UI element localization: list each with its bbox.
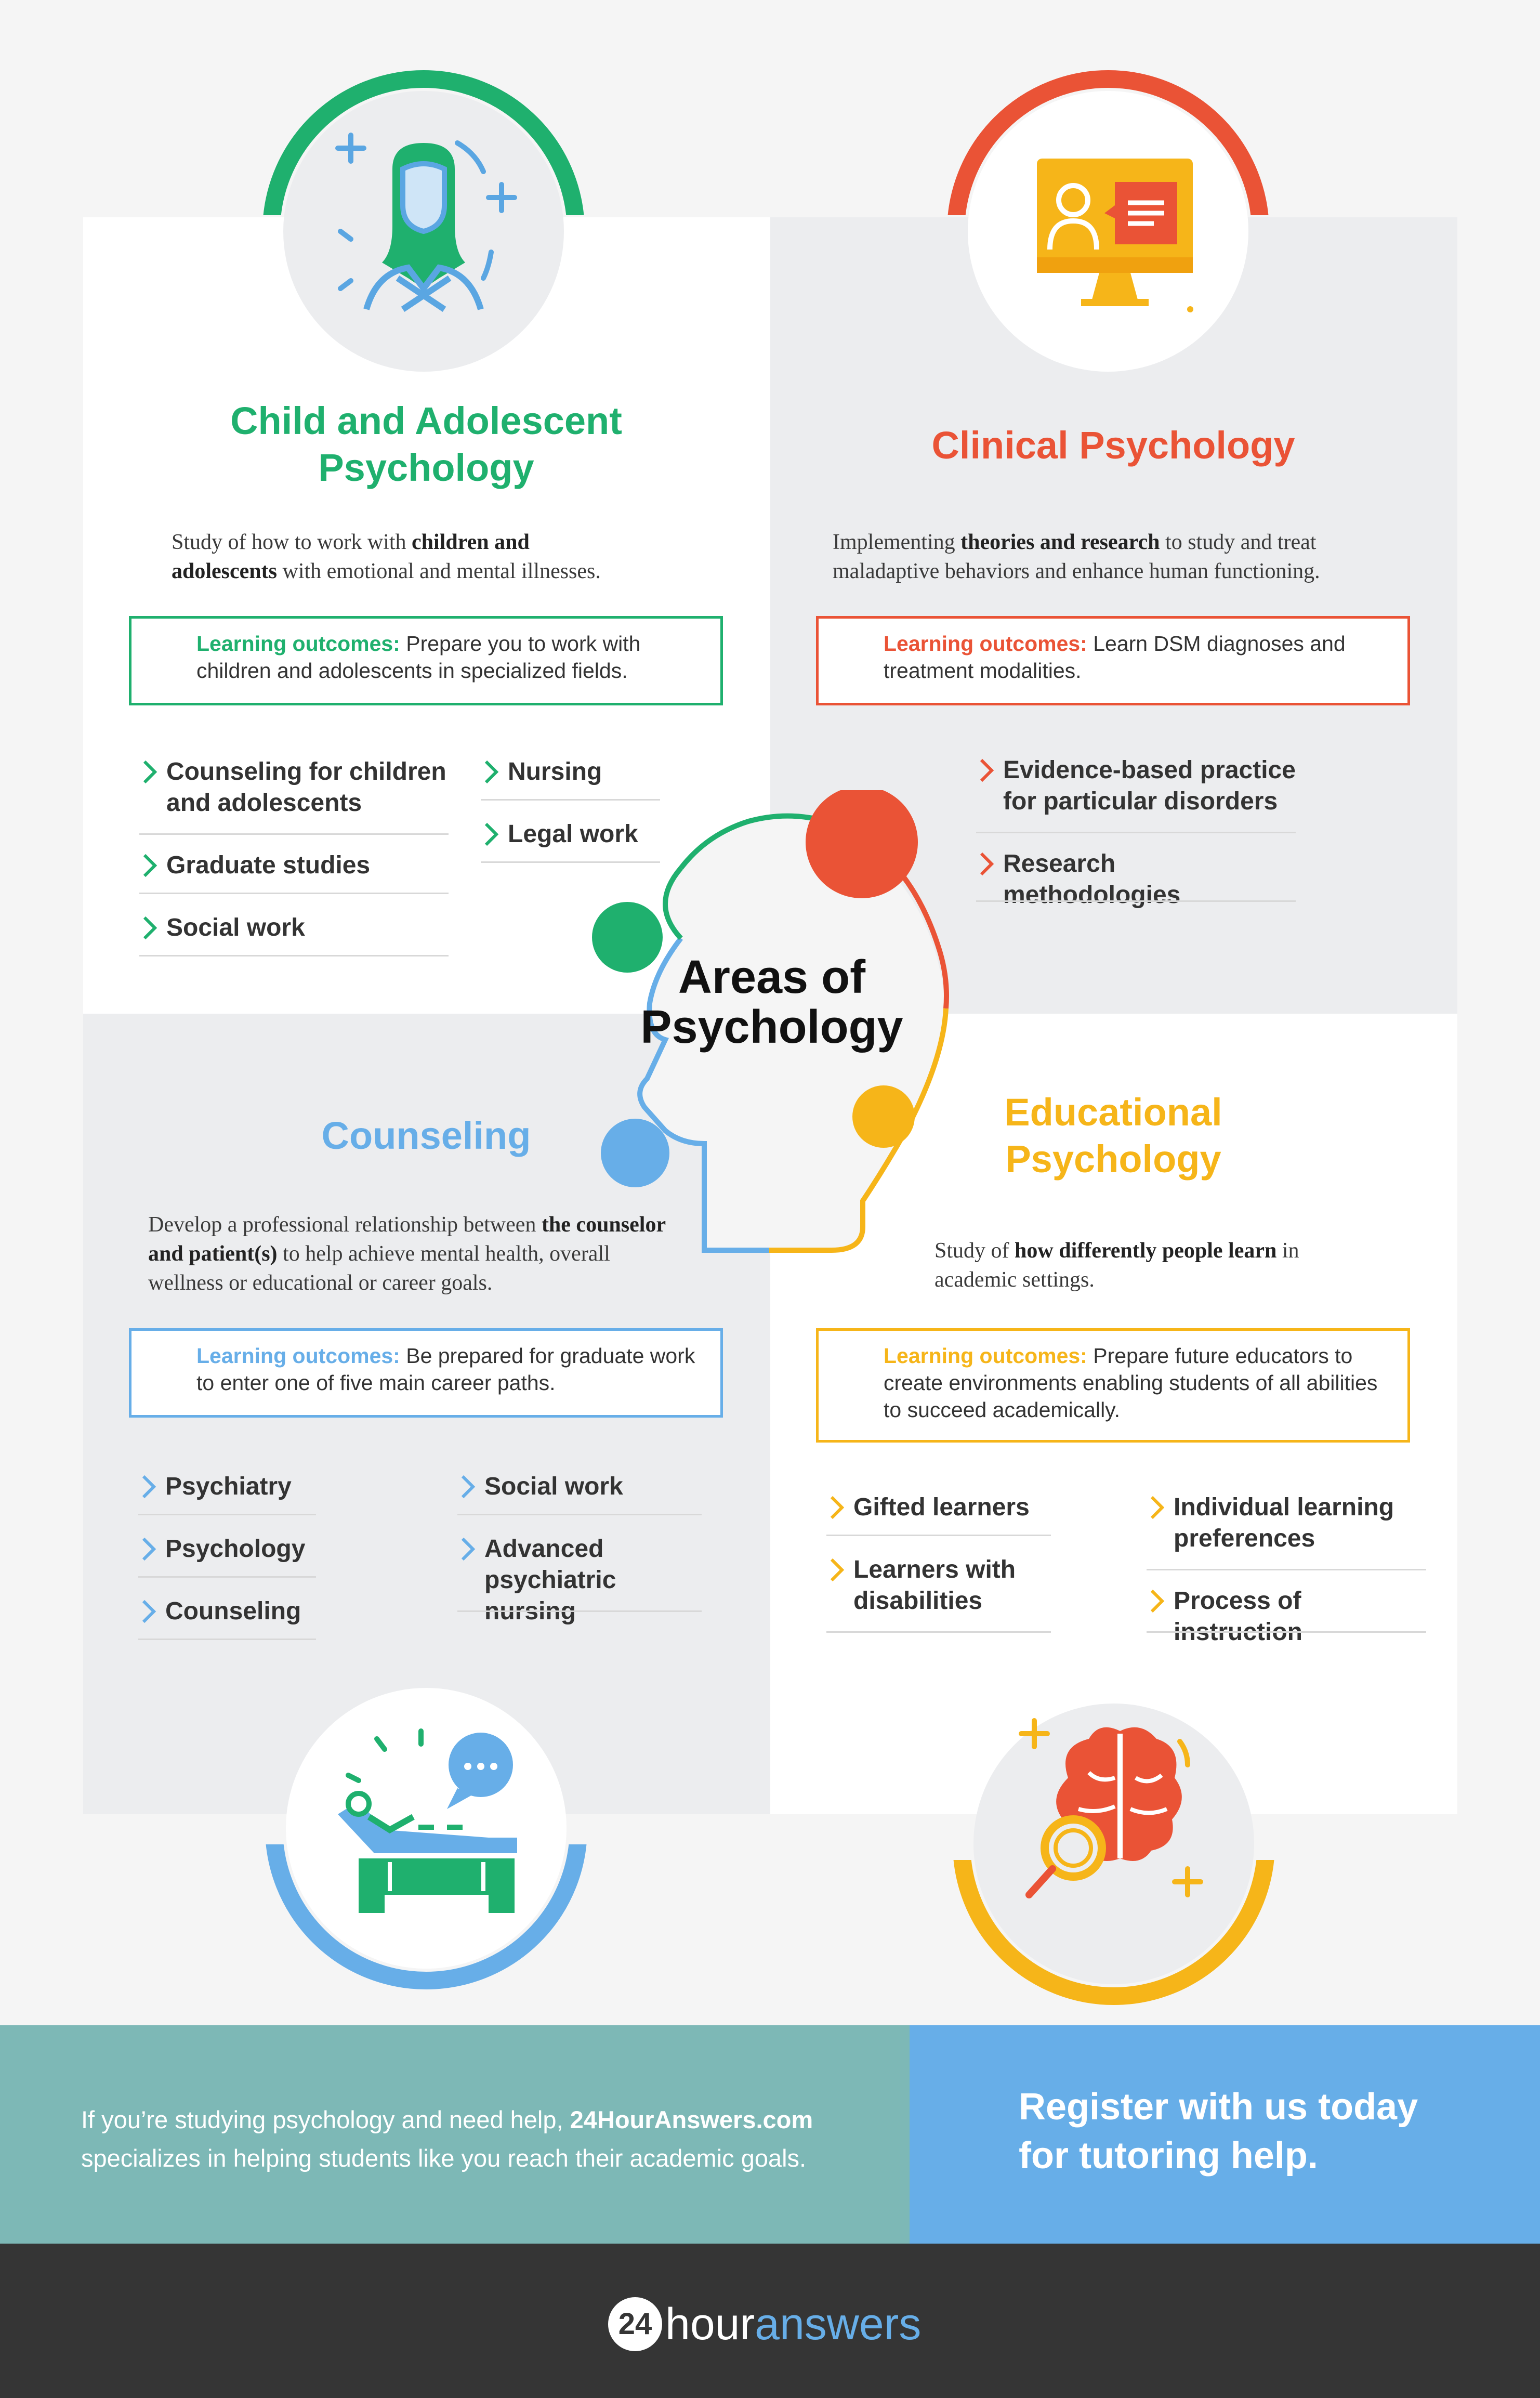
- counseling-title: Counseling: [321, 1114, 531, 1157]
- child-item-social-work: Social work: [139, 912, 449, 944]
- logo-badge: 24: [608, 2297, 662, 2351]
- chevron-right-icon: [138, 1598, 162, 1625]
- educational-outcome-box: Learning outcomes: Prepare future educators to create environments enabling students of all abilities to succeed academically.: [816, 1328, 1410, 1443]
- footer-cta-panel[interactable]: [910, 2025, 1540, 2244]
- therapy-couch-icon: [327, 1726, 535, 1918]
- clinical-item-evidence: Evidence-based practice for particular disorders: [976, 755, 1296, 817]
- counseling-item-psychiatry: Psychiatry: [138, 1471, 316, 1502]
- chevron-right-icon: [457, 1473, 481, 1500]
- chevron-right-icon: [481, 758, 505, 785]
- educational-item-gifted: Gifted learners: [826, 1492, 1051, 1523]
- clinical-item-research: Research methodologies: [976, 848, 1296, 911]
- child-description: Study of how to work with children and adolescents with emotional and mental illnesses.: [172, 530, 601, 583]
- monitor-chat-icon: [1032, 153, 1198, 320]
- counseling-item-social-work: Social work: [457, 1471, 702, 1502]
- chevron-right-icon: [481, 821, 505, 848]
- counseling-outcome-box: Learning outcomes: Be prepared for graduate work to enter one of five main career paths.: [129, 1328, 723, 1418]
- educational-item-disabilities: Learners with disabilities: [826, 1554, 1051, 1617]
- educational-item-preferences: Individual learning preferences: [1147, 1492, 1426, 1554]
- child-outcome-box: Learning outcomes: Prepare you to work with children and adolescents in specialized fields.: [129, 616, 723, 705]
- chevron-right-icon: [826, 1556, 850, 1583]
- child-item-legal: Legal work: [481, 819, 660, 850]
- brain-magnifier-icon: [1011, 1710, 1219, 1908]
- logo-answers: answers: [755, 2299, 922, 2349]
- cta-text[interactable]: Register with us today for tutoring help.: [1019, 2086, 1418, 2177]
- child-item-graduate: Graduate studies: [139, 850, 449, 881]
- chevron-right-icon: [457, 1536, 481, 1563]
- educational-item-instruction: Process of instruction: [1147, 1585, 1426, 1648]
- chevron-right-icon: [976, 757, 1000, 784]
- clinical-outcome-box: Learning outcomes: Learn DSM diagnoses and treatment modalities.: [816, 616, 1410, 705]
- child-title: Child and Adolescent Psychology: [230, 399, 622, 489]
- logo-hour: hour: [665, 2299, 755, 2349]
- child-item-nursing: Nursing: [481, 756, 660, 788]
- chevron-right-icon: [138, 1536, 162, 1563]
- chevron-right-icon: [139, 914, 163, 941]
- chevron-right-icon: [139, 758, 163, 785]
- counseling-item-counseling: Counseling: [138, 1596, 316, 1627]
- chevron-right-icon: [139, 852, 163, 879]
- person-icon: [320, 122, 528, 320]
- clinical-title: Clinical Psychology: [931, 424, 1295, 467]
- footer-logo-bar: [0, 2244, 1540, 2398]
- counseling-description: Develop a professional relationship between the counselor and patient(s) to help achieve mental health, overall wellness or educational or career goals.: [148, 1213, 666, 1295]
- counseling-item-psychology: Psychology: [138, 1534, 316, 1565]
- chevron-right-icon: [1147, 1588, 1170, 1615]
- footer-promo-text: If you’re studying psychology and need help, 24HourAnswers.com specializes in helping students like you reach their academic goals.: [81, 2106, 813, 2172]
- child-item-counseling: Counseling for children and adolescents: [139, 756, 449, 819]
- center-title: Areas of Psychology: [640, 951, 903, 1053]
- counseling-item-nursing: Advanced psychiatric nursing: [457, 1534, 702, 1627]
- brand-logo[interactable]: [608, 2296, 921, 2353]
- educational-description: Study of how differently people learn in academic settings.: [934, 1239, 1299, 1292]
- chevron-right-icon: [1147, 1494, 1170, 1521]
- educational-title: Educational Psychology: [1004, 1091, 1222, 1181]
- footer-promo-panel: [0, 2025, 910, 2244]
- chevron-right-icon: [138, 1473, 162, 1500]
- clinical-description: Implementing theories and research to study and treat maladaptive behaviors and enhance human functioning.: [833, 530, 1320, 583]
- chevron-right-icon: [826, 1494, 850, 1521]
- site-link[interactable]: 24HourAnswers.com: [570, 2106, 813, 2133]
